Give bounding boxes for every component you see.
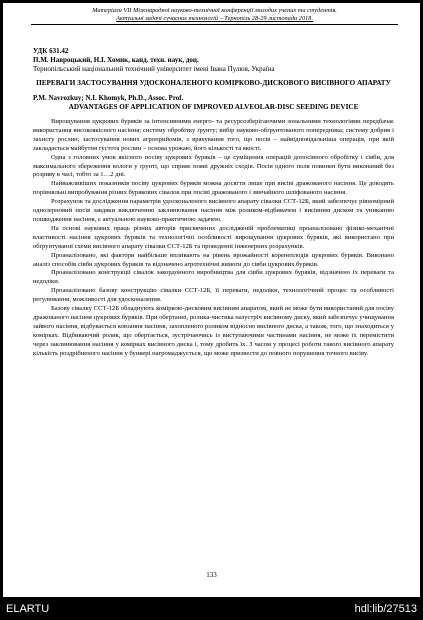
title-ukrainian: ПЕРЕВАГИ ЗАСТОСУВАННЯ УДОСКОНАЛЕНОГО КОМІРКОВО-ДИСКОВОГО ВИСІВНОГО АПАРАТУ: [36, 79, 391, 87]
article-body: [33, 118, 394, 358]
paragraph: Одна з головних умов якісного посіву цукрових буряків – це суміщення операцій допосівного обробітку і сівби, для максимального збереження вологи у ґрунті, що сприяє появі дружніх сходів. Посів одного поля повинен бути виконаний без розриву в часі, тобто за 1…2 дні.: [33, 153, 394, 179]
paragraph: Вирощування цукрових буряків за інтенсивними енерго- та ресурсозберігаючими зональними технологіями передбачає використання високоякісного насіння; систему обробітку ґрунту; вибір науково-обґрунтованого попередника; систему добрив і захисту рослин; застосування нових агроприйомів, з врахування того, що посів – найвідповідальніша операція, при якій закладається майбутня густота рослин – основа урожаю, його кількості та якості.: [33, 118, 394, 152]
paragraph: Базову сівалку ССТ-12Б обладнують коміркою-дисковим висівним апаратом, який не може бути використаний для посіву дражованого насіння цукрових буряків. При обертанні, ролика-чистика назустріч висівному диску, який забезпечує учищування зайвого насіння, відбувається ковзання насіння, захопленого роликом відносно висівного диска, а також, того, що знаходиться у комірках. Відбиваючий ролик, що обертається, зустрічаючись із виступаючими частинами насіння, не може їх перемістити через заклинювання насіння у комірках висівного диска і, тому дробить їх. З часом у процесі роботи такого висівного апарату кількість роздрібненого насіння у бункері нагромаджується, що може призвести до повного порушення точного висіву.: [33, 305, 394, 357]
paper-page: [3, 3, 420, 597]
paragraph: Найважливіших показників посіву цукрових буряків можна досягти лише при висіві дражованого насіння. Це доводять порівняльні випробування різних бурякових сівалок при посіві дражованого і звичайного шліфованого насіння.: [33, 180, 394, 197]
paragraph: На основі наукових праць різних авторів присвячених дослідженій проблематиці проаналізовано фізико-механічні властивості насіння цукрових буряків та технологічні особливості вирощування цукрових буряків, які використано при обґрунтуванні схеми висівного апарату сівалки ССТ-12Б та проведенні інженерних розрахунків.: [33, 224, 394, 250]
paragraph: Проаналізовано базову конструкцію сівалки ССТ-12Б, її переваги, недоліки, технологічний процес та особливості регулювання, можливості для удосконалення.: [33, 287, 394, 304]
paragraph: Проаналізовано конструкції сівалок закордонного виробництва для сівби цукрових буряків, відзначено їх переваги та недоліки.: [33, 269, 394, 286]
paragraph: Розрахунок та дослідження параметрів удосконаленого висівного апарату сівалки ССТ-12Б, який забезпечує рівномірний однозерновий посів завдяки виключенню заклинювання насіння між роликом-відбивачем і висівним диском та униканню пошкодження насіння, є актуальною науково-практичною задачею.: [33, 198, 394, 223]
header-line-2: Актуальні задачі сучасних технологій – Тернопіль 28-29 листопада 2018.: [116, 15, 313, 22]
authors-ukrainian: П.М. Навроцький, Н.І. Хомик, канд. техн. наук, доц.: [33, 56, 199, 64]
article-content: [33, 47, 394, 358]
page-number: 133: [206, 571, 217, 579]
running-header: [31, 7, 398, 25]
header-line-1: Матеріали VII Міжнародної науково-технічної конференції молодих учених та студентів.: [92, 7, 337, 14]
repository-name: ELARTU: [6, 603, 50, 615]
affiliation: Тернопільський національний технічний університет імені Івана Пулюя, Україна: [33, 65, 275, 73]
title-english: ADVANTAGES OF APPLICATION OF IMPROVED ALVEOLAR-DISC SEEDING DEVICE: [68, 103, 359, 111]
authors-english: P.M. Navrozkuy; N.I. Khomyk, Ph.D., Assoc. Prof.: [33, 94, 184, 102]
repository-footer: [0, 598, 423, 620]
handle-identifier: hdl:lib/27513: [354, 603, 417, 615]
udk-code: УДК 631.42: [33, 47, 69, 55]
paragraph: Проаналізовано, які фактори найбільше впливають на рівень врожайності коренеплодів цукрових буряків. Виконано аналіз способів сівби цукрових буряків та відзначено агротехнічні вимоги до сівби цукрових буряків.: [33, 251, 394, 268]
